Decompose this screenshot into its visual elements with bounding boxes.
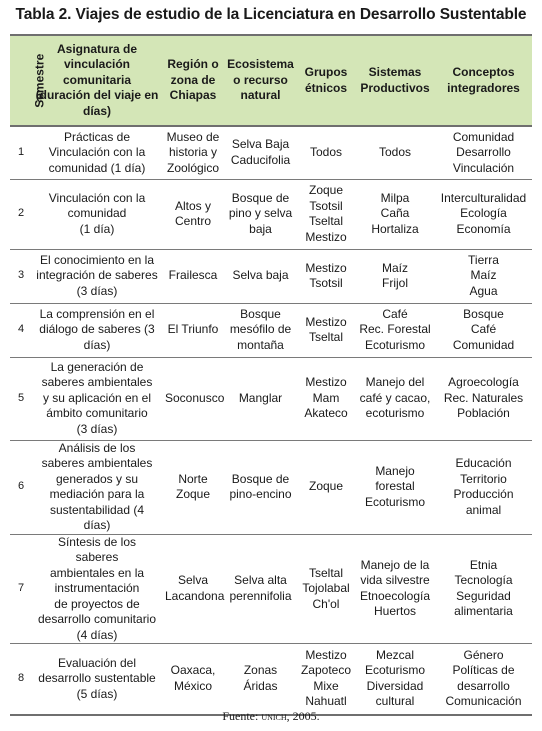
cell-line: pino y selva (228, 206, 293, 221)
cell-region (162, 126, 224, 179)
header-sistemas: Sistemas Productivos (355, 35, 435, 126)
study-trips-table (10, 34, 532, 716)
cell-line: de proyectos de (54, 596, 140, 611)
cell-line: Comunidad (452, 337, 515, 352)
cell-line: Café (382, 306, 408, 321)
cell-line: El conocimiento en la (39, 252, 155, 267)
cell-ecosistema (224, 249, 297, 303)
cell-line: Milpa (380, 190, 410, 205)
cell-line: Huertos (373, 604, 417, 619)
cell-line: Manejo del (365, 375, 425, 390)
cell-line: ecoturismo (365, 406, 425, 421)
cell-line: forestal (375, 479, 415, 494)
cell-region (162, 179, 224, 249)
cell-asignatura (32, 440, 162, 534)
cell-line: Centro (174, 214, 212, 228)
cell-line: (3 días) (76, 283, 118, 298)
cell-line: La comprensión en el (39, 306, 155, 321)
cell-line: Rec. Naturales (443, 390, 524, 405)
cell-line: Población (457, 406, 510, 421)
cell-line: Zoológico (166, 160, 220, 175)
cell-line: sustentabilidad (4 días) (49, 502, 145, 532)
cell-asignatura (32, 303, 162, 357)
cell-grupos (297, 644, 355, 715)
cell-line: desarrollo comunitario (37, 612, 157, 626)
cell-line: Evaluación del (57, 655, 137, 670)
cell-line: vida silvestre (360, 573, 430, 588)
cell-semestre: 1 (10, 126, 32, 179)
cell-line: Vinculación (452, 160, 515, 175)
header-grupos: Grupos étnicos (297, 35, 355, 126)
cell-line: Territorio (460, 471, 507, 486)
cell-semestre: 4 (10, 303, 32, 357)
cell-asignatura (32, 644, 162, 715)
cell-semestre: 2 (10, 179, 32, 249)
header-region: Región o zona de Chiapas (162, 35, 224, 126)
cell-semestre: 6 (10, 440, 32, 534)
cell-grupos (297, 249, 355, 303)
cell-sistemas (355, 303, 435, 357)
header-ecosistema: Ecosistema o recurso natural (224, 35, 297, 126)
cell-line: Ecoturismo (364, 494, 426, 509)
cell-line: perennifolia (229, 588, 292, 603)
cell-line: Prácticas de (63, 129, 131, 144)
cell-line: Mestizo (305, 375, 347, 390)
table-row (10, 126, 532, 179)
cell-ecosistema (224, 179, 297, 249)
cell-line: Tseltal (308, 565, 343, 580)
cell-line: Zonas (243, 663, 278, 678)
cell-line: Akateco (304, 406, 348, 421)
header-semestre: Semestre (10, 35, 32, 126)
cell-asignatura (32, 357, 162, 440)
cell-line: Tojolabal (302, 581, 350, 595)
cell-grupos (297, 440, 355, 534)
cell-grupos (297, 534, 355, 644)
cell-line: Oaxaca, (170, 663, 216, 678)
cell-sistemas (355, 357, 435, 440)
cell-line: (5 días) (76, 686, 118, 701)
cell-line: pino-encino (229, 487, 292, 501)
cell-line: (4 días) (76, 627, 118, 642)
table-row (10, 303, 532, 357)
cell-line: Zoque (308, 183, 344, 197)
cell-region (162, 534, 224, 644)
cell-line: Diversidad (366, 678, 424, 693)
cell-line: Políticas de (452, 663, 515, 678)
table-title: Tabla 2. Viajes de estudio de la Licenciatura en Desarrollo Sustentable (15, 6, 527, 23)
cell-line: Zapoteco (300, 663, 352, 678)
cell-line: Producción (453, 487, 514, 501)
cell-asignatura (32, 534, 162, 644)
cell-line: Ecoturismo (364, 663, 426, 678)
cell-line: Lacandona (165, 588, 225, 603)
cell-line: Economía (456, 221, 511, 236)
cell-line: días) (83, 337, 111, 352)
cell-line: Museo de (166, 129, 220, 144)
cell-line: Zoque (308, 479, 344, 494)
cell-line: Tseltal (308, 330, 343, 344)
cell-line: Manejo de la (360, 557, 430, 572)
cell-line: Análisis de los (58, 440, 136, 455)
cell-line: Mestizo (305, 229, 347, 244)
cell-ecosistema (224, 644, 297, 715)
cell-conceptos (435, 249, 532, 303)
cell-line: Maíz (381, 260, 408, 275)
cell-conceptos (435, 440, 532, 534)
cell-sistemas (355, 534, 435, 644)
cell-line: México (173, 678, 212, 693)
cell-line: Ecoturismo (364, 337, 426, 352)
cell-semestre: 7 (10, 534, 32, 644)
cell-line: generados y su (55, 471, 139, 486)
cell-line: Desarrollo (456, 145, 511, 159)
cell-line: alimentaria (454, 604, 513, 619)
cell-line: Tsotsil (309, 276, 343, 290)
cell-ecosistema (224, 357, 297, 440)
cell-line: Interculturalidad (440, 190, 527, 205)
cell-sistemas (355, 440, 435, 534)
cell-sistemas (355, 644, 435, 715)
cell-region (162, 440, 224, 534)
cell-line: Género (463, 647, 504, 662)
cell-line: Selva (177, 573, 209, 588)
cell-line: Seguridad (456, 588, 511, 603)
cell-line: Caducifolia (230, 152, 291, 167)
cell-line: Comunicación (445, 694, 522, 709)
cell-line: Mestizo (305, 647, 347, 662)
cell-line: saberes ambientales (41, 456, 153, 470)
cell-line: Tierra (468, 252, 499, 267)
cell-line: Tecnología (454, 573, 513, 588)
table-row (10, 357, 532, 440)
cell-line: Bosque de (231, 190, 290, 205)
cell-region (162, 644, 224, 715)
cell-line: Áridas (243, 678, 278, 693)
cell-line: Mixe (313, 678, 339, 693)
cell-line: Comunidad (452, 129, 515, 144)
cell-line: Manejo (375, 463, 415, 478)
cell-sistemas (355, 179, 435, 249)
cell-line: ámbito comunitario (46, 406, 148, 421)
cell-line: Etnia (469, 557, 498, 572)
cell-line: Vinculación con la (48, 190, 146, 205)
cell-line: Altos y (174, 198, 211, 213)
cell-line: Nahuatl (305, 694, 347, 709)
table-row (10, 440, 532, 534)
cell-line: animal (465, 502, 502, 517)
table-row (10, 644, 532, 715)
cell-line: Vinculación con la (48, 145, 146, 159)
cell-line: Norte (178, 471, 208, 486)
table-row (10, 179, 532, 249)
cell-line: Ecología (460, 206, 507, 221)
cell-line: historia y (168, 145, 218, 159)
cell-asignatura (32, 179, 162, 249)
cell-grupos (297, 179, 355, 249)
cell-line: mesófilo de (229, 322, 292, 337)
cell-sistemas (355, 249, 435, 303)
cell-grupos (297, 303, 355, 357)
table-row (10, 534, 532, 644)
cell-line: (1 día) (79, 221, 115, 236)
cell-conceptos (435, 357, 532, 440)
cell-line: Selva baja (232, 268, 289, 283)
cell-line: Mestizo (305, 260, 347, 275)
cell-semestre: 8 (10, 644, 32, 715)
cell-line: café y cacao, (359, 390, 431, 405)
cell-line: baja (249, 221, 272, 236)
cell-line: Bosque de (231, 471, 290, 486)
cell-line: instrumentación (54, 581, 140, 595)
cell-line: Soconusco (165, 390, 225, 405)
header-conceptos: Conceptos integradores (435, 35, 532, 126)
cell-line: La generación de (50, 359, 144, 374)
source-note: Fuente: unich, 2005. (222, 709, 320, 723)
cell-line: Agua (469, 283, 498, 298)
cell-sistemas (355, 126, 435, 179)
cell-line: Selva alta (234, 573, 287, 588)
cell-line: (3 días) (76, 421, 118, 436)
cell-line: Manglar (238, 390, 283, 405)
cell-line: Agroecología (448, 375, 519, 390)
cell-line: desarrollo sustentable (38, 671, 156, 685)
cell-line: Síntesis de los saberes (57, 534, 137, 564)
cell-line: Todos (378, 145, 412, 159)
cell-asignatura (32, 126, 162, 179)
cell-line: Tseltal (308, 214, 343, 228)
cell-line: ambientales en la (49, 565, 145, 580)
cell-line: Bosque (463, 306, 504, 321)
cell-grupos (297, 357, 355, 440)
cell-line: Mestizo (305, 314, 347, 329)
cell-line: Mezcal (375, 647, 414, 662)
cell-line: Maíz (470, 268, 497, 283)
cell-line: comunidad (67, 206, 127, 221)
cell-line: Bosque (240, 306, 281, 321)
cell-conceptos (435, 644, 532, 715)
cell-line: integración de saberes (36, 268, 158, 283)
cell-conceptos (435, 126, 532, 179)
cell-semestre: 5 (10, 357, 32, 440)
cell-line: Educación (455, 456, 512, 470)
cell-line: montaña (237, 337, 284, 352)
cell-line: y su aplicación en el (42, 390, 152, 405)
cell-ecosistema (224, 303, 297, 357)
table-header-row (10, 35, 532, 126)
cell-region (162, 303, 224, 357)
cell-line: desarrollo (457, 678, 510, 693)
cell-line: comunidad (1 día) (48, 160, 146, 175)
cell-line: Hortaliza (371, 221, 419, 236)
cell-region (162, 249, 224, 303)
cell-line: cultural (375, 694, 415, 709)
cell-line: Mam (312, 390, 340, 405)
cell-line: Zoque (175, 487, 211, 501)
cell-line: Café (470, 322, 497, 337)
cell-ecosistema (224, 126, 297, 179)
cell-conceptos (435, 303, 532, 357)
cell-line: Selva Baja (231, 137, 290, 152)
cell-region (162, 357, 224, 440)
cell-semestre: 3 (10, 249, 32, 303)
cell-line: Rec. Forestal (359, 322, 431, 337)
cell-line: saberes ambientales (41, 375, 153, 390)
cell-ecosistema (224, 534, 297, 644)
cell-conceptos (435, 179, 532, 249)
header-asignatura: Asignatura de vinculación comunitaria (duración del viaje en días) (32, 35, 162, 126)
cell-line: Etnoecología (359, 588, 431, 603)
cell-grupos (297, 126, 355, 179)
cell-line: mediación para la (49, 487, 145, 501)
cell-line: Caña (380, 206, 410, 221)
cell-line: Todos (309, 145, 343, 159)
cell-line: diálogo de saberes (3 (39, 322, 155, 337)
cell-line: Frijol (382, 276, 408, 290)
cell-line: El Triunfo (167, 322, 219, 337)
cell-conceptos (435, 534, 532, 644)
cell-ecosistema (224, 440, 297, 534)
cell-line: Ch'ol (312, 596, 340, 611)
cell-line: Tsotsil (309, 198, 343, 213)
cell-line: Frailesca (168, 268, 218, 283)
cell-asignatura (32, 249, 162, 303)
table-row (10, 249, 532, 303)
